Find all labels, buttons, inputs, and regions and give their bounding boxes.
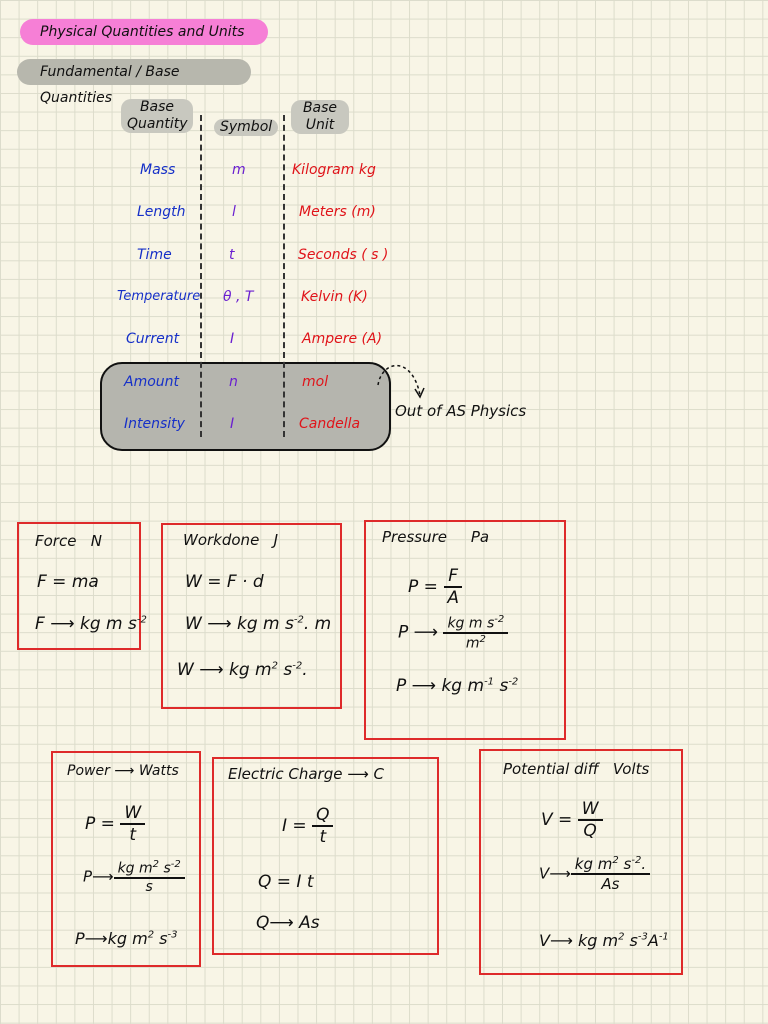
row-symbol: I — [230, 416, 235, 432]
base-quantities-table — [0, 0, 768, 470]
row-symbol: t — [229, 247, 235, 263]
formula: Q = I t — [258, 872, 314, 892]
unit-derivation: Q⟶ As — [256, 913, 320, 933]
unit-derivation: P⟶kg $m^2$ $s^{-3}$ — [75, 929, 178, 948]
arrow-icon: ⟶ — [347, 765, 369, 783]
box-title: Electric Charge ⟶ C — [228, 765, 385, 783]
column-divider-right — [283, 115, 285, 437]
row-unit: Seconds ( s ) — [298, 247, 389, 263]
arrow-icon: ⟶ — [199, 660, 224, 680]
row-unit: mol — [302, 374, 329, 390]
row-quantity: Intensity — [124, 416, 185, 432]
unit-derivation: W ⟶ kg m $s^{-2}$. m — [185, 614, 332, 634]
arrow-icon: ⟶ — [114, 763, 135, 779]
box-title: Power ⟶ Watts — [67, 763, 179, 779]
unit-derivation: V⟶ $\frac{kg m^2 s^{-2}.}{As}$ — [539, 855, 650, 893]
work-box — [161, 523, 342, 709]
row-symbol: m — [232, 162, 246, 178]
box-title: Potential diff Volts — [503, 760, 650, 778]
row-symbol: θ , T — [223, 289, 254, 305]
arrow-icon: ⟶ — [269, 913, 294, 933]
row-quantity: Length — [137, 204, 186, 220]
arrow-icon: ⟶ — [50, 614, 75, 634]
box-title: Pressure Pa — [382, 528, 490, 546]
force-box — [17, 522, 147, 650]
arrow-icon: ⟶ — [549, 931, 573, 950]
row-quantity: Current — [126, 331, 180, 347]
header-quantity: Base Quantity — [121, 99, 193, 133]
unit-derivation: P⟶ $\frac{kg m^2 s^{-2}}{s}$ — [83, 859, 185, 895]
section-subtitle: Fundamental / Base Quantities — [17, 59, 251, 85]
formula: I = $\frac{Q}{t}$ — [282, 805, 333, 847]
formula: V = $\frac{W}{Q}$ — [541, 799, 603, 841]
row-symbol: I — [230, 331, 235, 347]
box-title: Force N — [35, 532, 102, 550]
electric-charge-box — [212, 757, 439, 955]
unit-derivation: P ⟶ kg $m^{-1}$ $s^{-2}$ — [396, 676, 519, 696]
arrow-icon: ⟶ — [549, 864, 571, 883]
arrow-icon: ⟶ — [411, 676, 437, 696]
formula: P = $\frac{F}{A}$ — [408, 566, 463, 608]
row-unit: Meters (m) — [299, 204, 376, 220]
pressure-box — [364, 520, 566, 740]
arrow-icon: ⟶ — [207, 614, 232, 634]
row-symbol: n — [229, 374, 238, 390]
unit-derivation: P ⟶ $\frac{kg m s^{-2}}{m^2}$ — [398, 614, 508, 651]
row-quantity: Mass — [140, 162, 176, 178]
column-divider-left — [200, 115, 202, 437]
row-quantity: Time — [137, 247, 172, 263]
row-unit: Candella — [299, 416, 361, 432]
row-quantity: Temperature — [117, 289, 201, 304]
unit-derivation: V⟶ kg $m^2$ $s^{-3}A^{-1}$ — [539, 931, 669, 950]
row-unit: Ampere (A) — [302, 331, 383, 347]
arrow-icon: ⟶ — [413, 622, 439, 643]
unit-derivation: F ⟶ kg m $s^{-2}$ — [35, 614, 147, 634]
row-unit: Kelvin (K) — [301, 289, 368, 305]
header-unit: Base Unit — [291, 100, 349, 134]
row-quantity: Amount — [124, 374, 180, 390]
arrow-icon: ⟶ — [84, 929, 108, 948]
power-box — [51, 751, 201, 967]
formula: W = F · d — [185, 572, 264, 592]
box-title: Workdone J — [183, 531, 279, 549]
arrow-icon: ⟶ — [92, 867, 114, 886]
formula: P = $\frac{W}{t}$ — [85, 803, 145, 845]
potential-difference-box — [479, 749, 683, 975]
row-unit: Kilogram kg — [292, 162, 376, 178]
row-symbol: l — [232, 204, 236, 220]
header-symbol: Symbol — [214, 119, 278, 136]
curved-arrow-icon — [372, 355, 432, 405]
unit-derivation: W ⟶ kg $m^2$ $s^{-2}$. — [177, 660, 308, 680]
formula: F = ma — [37, 572, 99, 592]
page-title: Physical Quantities and Units — [20, 19, 268, 45]
out-of-syllabus-note: Out of AS Physics — [395, 402, 527, 420]
